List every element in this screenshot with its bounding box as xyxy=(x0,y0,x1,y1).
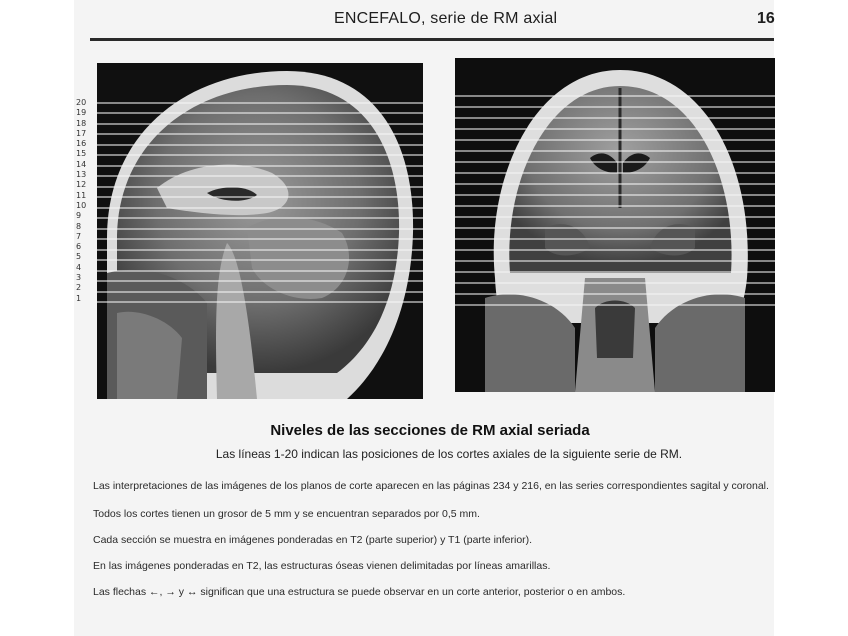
level-number-column xyxy=(76,98,90,304)
level-number: 19 xyxy=(76,108,87,118)
level-number: 16 xyxy=(76,139,87,149)
header-rule xyxy=(90,38,774,41)
level-number: 3 xyxy=(76,273,82,283)
figure-subtitle: Las líneas 1-20 indican las posiciones de los cortes axiales de la siguiente serie de RM. xyxy=(215,447,683,461)
level-number: 13 xyxy=(76,170,87,180)
level-number: 11 xyxy=(76,190,87,200)
level-number: 6 xyxy=(76,242,82,252)
level-number: 12 xyxy=(76,180,87,190)
page-number: 16 xyxy=(757,10,775,27)
level-number: 4 xyxy=(76,262,82,272)
figure-title: Niveles de las secciones de RM axial seriada xyxy=(270,422,590,439)
note-paragraph: En las imágenes ponderadas en T2, las estructuras óseas vienen delimitadas por líneas amarillas. xyxy=(93,560,551,572)
level-number: 5 xyxy=(76,252,82,262)
level-number: 10 xyxy=(76,200,87,210)
level-number: 18 xyxy=(76,118,87,128)
level-number: 17 xyxy=(76,128,87,138)
level-number: 1 xyxy=(76,293,82,303)
note-paragraph: Las interpretaciones de las imágenes de los planos de corte aparecen en las páginas 234 y 216, en las series correspondientes sagital y coronal. xyxy=(93,480,769,492)
level-number: 9 xyxy=(76,211,82,221)
level-number: 8 xyxy=(76,221,82,231)
note-paragraph: Las flechas ←, → y ↔ significan que una estructura se puede observar en un corte anterior, posterior o en ambos. xyxy=(93,586,626,598)
level-number: 2 xyxy=(76,283,82,293)
level-number: 20 xyxy=(76,98,87,107)
note-paragraph: Cada sección se muestra en imágenes ponderadas en T2 (parte superior) y T1 (parte inferior). xyxy=(93,534,533,546)
note-paragraph: Todos los cortes tienen un grosor de 5 mm y se encuentran separados por 0,5 mm. xyxy=(93,508,480,520)
page-header-title: ENCEFALO, serie de RM axial xyxy=(334,10,558,27)
sagittal-mri-image xyxy=(97,63,423,399)
coronal-mri-image xyxy=(455,58,775,392)
level-number: 14 xyxy=(76,159,87,169)
level-number: 15 xyxy=(76,149,87,159)
level-number: 7 xyxy=(76,231,82,241)
